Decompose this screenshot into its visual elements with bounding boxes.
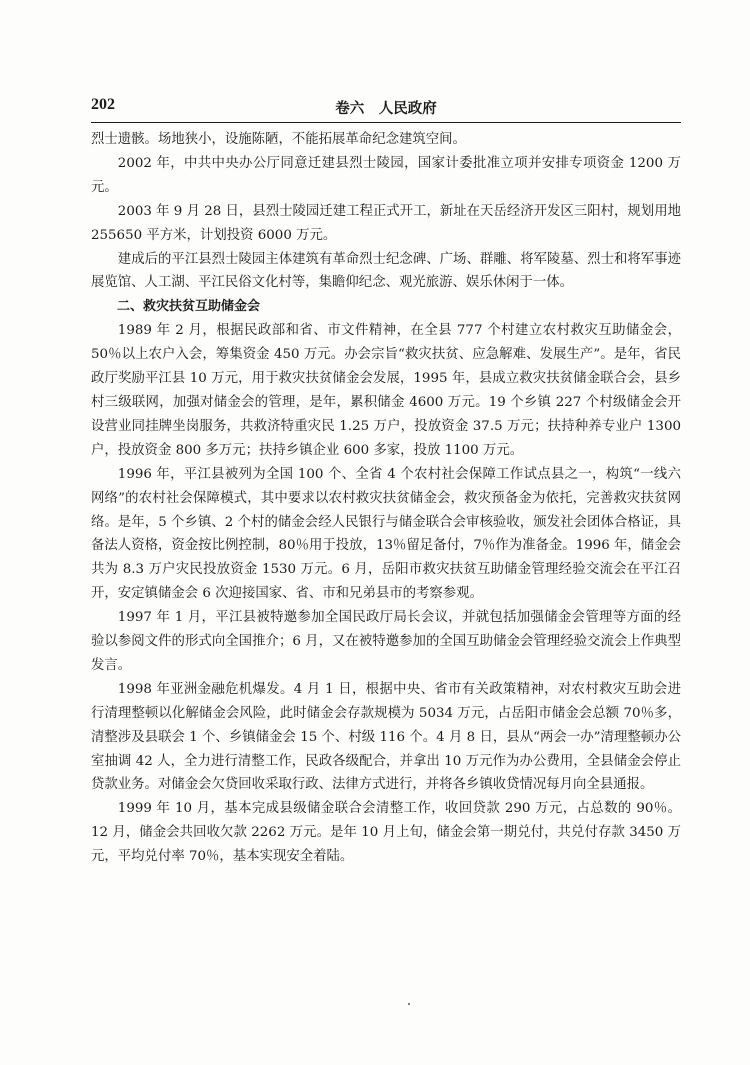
page-header [91,96,681,122]
paragraph: 1997 年 1 月，平江县被特邀参加全国民政厅局长会议，并就包括加强储金会管理等方面的经验以参阅文件的形式向全国推介；6 月，又在被特邀参加的全国互助储金会管理经验交流会上作典型发言。 [91,610,681,673]
running-head: 卷六 人民政府 [335,100,437,117]
header-rule [91,122,681,123]
paragraph-continuation: 烈士遗骸。场地狭小，设施陈陋，不能拓展革命纪念建筑空间。 [91,132,466,147]
paragraph: 1998 年亚洲金融危机爆发。4 月 1 日，根据中央、省市有关政策精神，对农村救灾互助会进行清理整顿以化解储金会风险，此时储金会存款规模为 5034 万元，占岳阳市储金会总额 70％多，清整涉及县联会 1 个、乡镇储金会 15 个、村级 116 个。4 月 8 日，县从“两会一办”清理整顿办公室抽调 42 人，全力进行清整工作，民政各级配合，并拿出 10 万元作为办公费用，全县储金会停止贷款业务。对储金会欠贷回收采取行政、法律方式进行，并将各乡镇收贷情况每月向全县通报。 [91,681,681,793]
paragraph: 1996 年，平江县被列为全国 100 个、全省 4 个农村社会保障工作试点县之一，构筑“一线六网络”的农村社会保障模式，其中要求以农村救灾扶贫储金会，救灾预备金为依托，完善救灾扶贫网络。是年，5 个乡镇、2 个村的储金会经人民银行与储金联合会审核验收，颁发社会团体合格证，具备法人资格，资金按比例控制，80％用于投放，13％留足备付，7％作为准备金。1996 年，储金会共为 8.3 万户灾民投放资金 1530 万元。6 月，岳阳市救灾扶贫互助储金管理经验交流会在平江召开，安定镇储金会 6 次迎接国家、省、市和兄弟县市的考察参观。 [91,466,681,602]
body-text [91,128,681,869]
paragraph: 2003 年 9 月 28 日，县烈士陵园迁建工程正式开工，新址在天岳经济开发区三阳村，规划用地 255650 平方米，计划投资 6000 万元。 [91,203,681,243]
scan-speck [408,1003,410,1005]
paragraph: 1999 年 10 月，基本完成县级储金联合会清整工作，收回贷款 290 万元，占总数的 90％。12 月，储金会共回收欠款 2262 万元。是年 10 月上旬，储金会第一期兑付，共兑付存款 3450 万元，平均兑付率 70％，基本实现安全着陆。 [91,801,681,865]
page-number: 202 [91,96,115,113]
paragraph: 1989 年 2 月，根据民政部和省、市文件精神，在全县 777 个村建立农村救灾互助储金会，50％以上农户入会，筹集资金 450 万元。办会宗旨“救灾扶贫、应急解难、发展生产”。是年，省民政厅奖励平江县 10 万元，用于救灾扶贫储金会发展，1995 年，县成立救灾扶贫储金联合会，县乡村三级联网，加强对储金会的管理，是年，累积储金 4600 万元。19 个乡镇 227 个村级储金会开设营业同挂牌坐岗服务，共救济特重灾民 1.25 万户，投放资金 37.5 万元；扶持种养专业户 1300 户，投放资金 800 多万元；扶持乡镇企业 600 多家，投放 1100 万元。 [91,323,681,458]
paragraph: 建成后的平江县烈士陵园主体建筑有革命烈士纪念碑、广场、群雕、将军陵墓、烈士和将军事迹展览馆、人工湖、平江民俗文化村等，集瞻仰纪念、观光旅游、娱乐休闲于一体。 [91,251,681,291]
paragraph: 2002 年，中共中央办公厅同意迁建县烈士陵园，国家计委批准立项并安排专项资金 1200 万元。 [91,155,681,195]
section-heading: 二、救灾扶贫互助储金会 [117,299,261,315]
